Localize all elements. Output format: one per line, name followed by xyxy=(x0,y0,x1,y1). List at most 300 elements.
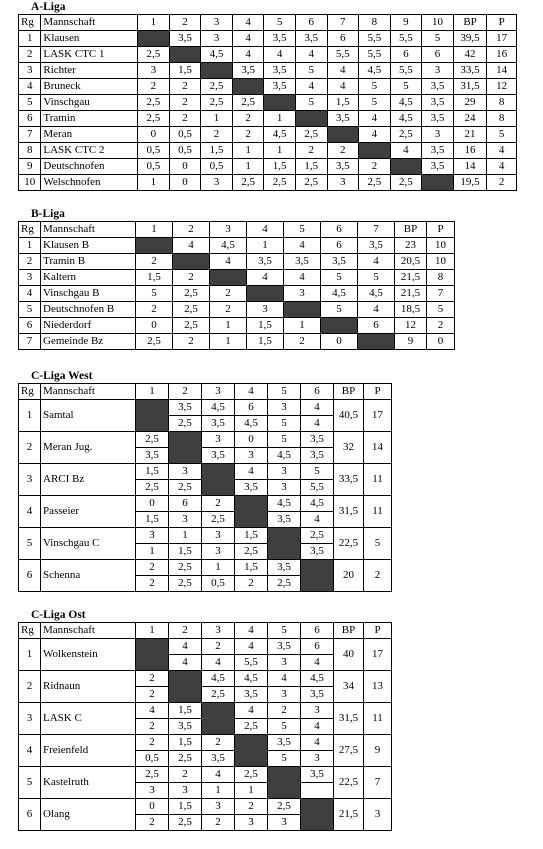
table-row xyxy=(19,496,392,512)
table-row xyxy=(19,767,392,783)
header-cell: 4 xyxy=(232,15,264,31)
points-cell: 2 xyxy=(427,318,455,334)
score-cell: 1 xyxy=(232,143,264,159)
score-cell: 2 xyxy=(136,719,169,735)
header-cell: BP xyxy=(334,384,364,400)
header-cell: Rg xyxy=(19,384,41,400)
score-cell: 4,5 xyxy=(201,47,233,63)
score-cell: 3 xyxy=(422,127,454,143)
score-cell: 4 xyxy=(295,47,327,63)
team-name-cell: Richter xyxy=(41,63,138,79)
header-cell: Rg xyxy=(19,222,41,238)
score-cell: 4 xyxy=(301,512,334,528)
blocked-cell xyxy=(169,671,202,703)
table-row xyxy=(19,703,392,719)
blocked-cell xyxy=(301,560,334,592)
score-cell: 2 xyxy=(136,576,169,592)
c-liga-west-section xyxy=(18,370,392,592)
c-liga-west-title: C-Liga West xyxy=(31,370,93,382)
score-cell: 3 xyxy=(268,655,301,671)
score-cell: 3,5 xyxy=(202,448,235,464)
score-cell: 4,5 xyxy=(390,111,422,127)
score-cell: 2 xyxy=(136,560,169,576)
rank-cell: 5 xyxy=(19,95,41,111)
rank-cell: 1 xyxy=(19,639,41,671)
table-row xyxy=(19,127,517,143)
score-cell: 4 xyxy=(235,703,268,719)
header-cell: 3 xyxy=(202,384,235,400)
bp-cell: 40 xyxy=(334,639,364,671)
score-cell: 3 xyxy=(268,687,301,703)
score-cell: 2 xyxy=(284,334,321,350)
score-cell: 4,5 xyxy=(235,671,268,687)
blocked-cell xyxy=(173,254,210,270)
bp-cell: 14 xyxy=(453,159,487,175)
table-row xyxy=(19,31,517,47)
score-cell: 5 xyxy=(295,63,327,79)
score-cell: 0 xyxy=(136,799,169,815)
score-cell: 4 xyxy=(301,719,334,735)
blocked-cell xyxy=(136,639,169,671)
bp-cell: 29 xyxy=(453,95,487,111)
score-cell: 3,5 xyxy=(301,544,334,560)
score-cell: 1 xyxy=(201,111,233,127)
score-cell xyxy=(301,783,334,799)
table-row xyxy=(19,671,392,687)
score-cell: 2 xyxy=(169,767,202,783)
blocked-cell xyxy=(390,159,422,175)
points-cell: 10 xyxy=(427,238,455,254)
score-cell: 3 xyxy=(202,799,235,815)
c-liga-ost-table xyxy=(18,622,392,831)
table-row xyxy=(19,143,517,159)
score-cell: 4,5 xyxy=(301,671,334,687)
score-cell: 2,5 xyxy=(202,687,235,703)
bp-cell: 39,5 xyxy=(453,31,487,47)
points-cell: 14 xyxy=(487,63,517,79)
score-cell: 4 xyxy=(169,639,202,655)
points-cell: 11 xyxy=(364,464,392,496)
bp-cell: 16 xyxy=(453,143,487,159)
score-cell: 2 xyxy=(202,735,235,751)
score-cell: 1,5 xyxy=(169,63,201,79)
score-cell: 6 xyxy=(301,639,334,655)
header-cell: 2 xyxy=(169,623,202,639)
header-cell: 4 xyxy=(235,384,268,400)
score-cell: 3,5 xyxy=(268,512,301,528)
score-cell: 4,5 xyxy=(301,496,334,512)
team-name-cell: Klausen xyxy=(41,31,138,47)
table-row xyxy=(19,286,455,302)
score-cell: 4,5 xyxy=(210,238,247,254)
score-cell: 3,5 xyxy=(169,400,202,416)
score-cell: 4,5 xyxy=(358,286,395,302)
score-cell: 2 xyxy=(169,95,201,111)
score-cell: 3 xyxy=(202,544,235,560)
score-cell: 3 xyxy=(268,815,301,831)
a-liga-section xyxy=(18,1,517,191)
table-row xyxy=(19,560,392,576)
rank-cell: 2 xyxy=(19,47,41,63)
score-cell: 4 xyxy=(202,767,235,783)
score-cell: 2,5 xyxy=(235,767,268,783)
score-cell: 3,5 xyxy=(358,238,395,254)
points-cell: 5 xyxy=(487,127,517,143)
bp-cell: 21 xyxy=(453,127,487,143)
header-cell: 3 xyxy=(210,222,247,238)
score-cell: 4,5 xyxy=(268,448,301,464)
score-cell: 2,5 xyxy=(232,95,264,111)
score-cell: 4,5 xyxy=(202,400,235,416)
score-cell: 3 xyxy=(235,448,268,464)
score-cell: 4 xyxy=(295,79,327,95)
score-cell: 1 xyxy=(210,318,247,334)
score-cell: 2,5 xyxy=(295,175,327,191)
bp-cell: 33,5 xyxy=(334,464,364,496)
header-cell: Mannschaft xyxy=(41,384,136,400)
a-liga-table xyxy=(18,14,517,191)
score-cell: 2,5 xyxy=(169,416,202,432)
score-cell: 2,5 xyxy=(268,799,301,815)
blocked-cell xyxy=(301,799,334,831)
table-row xyxy=(19,334,455,350)
rank-cell: 2 xyxy=(19,671,41,703)
table-row xyxy=(19,175,517,191)
score-cell: 3,5 xyxy=(268,639,301,655)
points-cell: 11 xyxy=(364,496,392,528)
rank-cell: 1 xyxy=(19,238,41,254)
header-cell: 3 xyxy=(201,15,233,31)
bp-cell: 31,5 xyxy=(453,79,487,95)
score-cell: 4 xyxy=(268,671,301,687)
score-cell: 1 xyxy=(169,528,202,544)
blocked-cell xyxy=(202,703,235,735)
score-cell: 2,5 xyxy=(201,95,233,111)
header-cell: Rg xyxy=(19,15,41,31)
rank-cell: 3 xyxy=(19,270,41,286)
points-cell: 5 xyxy=(364,528,392,560)
blocked-cell xyxy=(202,464,235,496)
header-cell: Mannschaft xyxy=(41,15,138,31)
header-cell: P xyxy=(364,384,392,400)
rank-cell: 1 xyxy=(19,31,41,47)
score-cell: 4,5 xyxy=(268,496,301,512)
bp-cell: 12 xyxy=(395,318,427,334)
score-cell: 0 xyxy=(136,318,173,334)
score-cell: 3,5 xyxy=(202,751,235,767)
header-cell: Mannschaft xyxy=(41,623,136,639)
header-row xyxy=(19,222,455,238)
blocked-cell xyxy=(327,127,359,143)
header-cell: 6 xyxy=(301,384,334,400)
blocked-cell xyxy=(268,528,301,560)
score-cell: 2 xyxy=(235,799,268,815)
rank-cell: 5 xyxy=(19,302,41,318)
score-cell: 4 xyxy=(210,254,247,270)
score-cell: 5 xyxy=(359,95,391,111)
score-cell: 1 xyxy=(138,175,170,191)
header-cell: 7 xyxy=(327,15,359,31)
score-cell: 5 xyxy=(268,751,301,767)
header-cell: 1 xyxy=(136,384,169,400)
rank-cell: 2 xyxy=(19,254,41,270)
score-cell: 5 xyxy=(268,432,301,448)
score-cell: 5 xyxy=(358,270,395,286)
score-cell: 2,5 xyxy=(359,175,391,191)
score-cell: 0 xyxy=(235,432,268,448)
score-cell: 2 xyxy=(202,496,235,512)
score-cell: 4 xyxy=(358,254,395,270)
score-cell: 3,5 xyxy=(232,63,264,79)
bp-cell: 31,5 xyxy=(334,703,364,735)
score-cell: 3 xyxy=(169,464,202,480)
score-cell: 5 xyxy=(422,31,454,47)
header-cell: 5 xyxy=(264,15,296,31)
score-cell: 1,5 xyxy=(136,464,169,480)
score-cell: 3,5 xyxy=(422,143,454,159)
rank-cell: 9 xyxy=(19,159,41,175)
team-name-cell: LASK CTC 1 xyxy=(41,47,138,63)
team-name-cell: Samtal xyxy=(41,400,136,432)
team-name-cell: Meran xyxy=(41,127,138,143)
score-cell: 4 xyxy=(264,47,296,63)
score-cell: 4 xyxy=(390,143,422,159)
score-cell: 2 xyxy=(136,735,169,751)
header-cell: 10 xyxy=(422,15,454,31)
score-cell: 0,5 xyxy=(201,159,233,175)
bp-cell: 18,5 xyxy=(395,302,427,318)
score-cell: 2,5 xyxy=(201,79,233,95)
table-row xyxy=(19,639,392,655)
score-cell: 5,5 xyxy=(390,31,422,47)
score-cell: 4,5 xyxy=(202,671,235,687)
points-cell: 8 xyxy=(487,95,517,111)
score-cell: 2,5 xyxy=(136,432,169,448)
score-cell: 1 xyxy=(235,783,268,799)
score-cell: 4 xyxy=(327,79,359,95)
score-cell: 2,5 xyxy=(136,480,169,496)
header-cell: 1 xyxy=(136,623,169,639)
score-cell: 1 xyxy=(264,143,296,159)
score-cell: 3,5 xyxy=(247,254,284,270)
score-cell: 5 xyxy=(295,95,327,111)
score-cell: 3,5 xyxy=(169,31,201,47)
score-cell: 3 xyxy=(235,815,268,831)
score-cell: 3,5 xyxy=(327,111,359,127)
score-cell: 4 xyxy=(327,63,359,79)
header-cell: 5 xyxy=(268,384,301,400)
score-cell: 5,5 xyxy=(359,47,391,63)
bp-cell: 22,5 xyxy=(334,767,364,799)
team-name-cell: Welschnofen xyxy=(41,175,138,191)
table-row xyxy=(19,63,517,79)
score-cell: 3,5 xyxy=(321,254,358,270)
header-cell: 2 xyxy=(169,15,201,31)
score-cell: 0 xyxy=(169,175,201,191)
score-cell: 3,5 xyxy=(301,432,334,448)
score-cell: 2,5 xyxy=(138,95,170,111)
team-name-cell: Tramin xyxy=(41,111,138,127)
score-cell: 5,5 xyxy=(359,31,391,47)
score-cell: 2 xyxy=(169,79,201,95)
team-name-cell: Gemeinde Bz xyxy=(41,334,136,350)
score-cell: 4 xyxy=(232,31,264,47)
points-cell: 8 xyxy=(487,111,517,127)
score-cell: 3 xyxy=(138,63,170,79)
score-cell: 3,5 xyxy=(422,79,454,95)
score-cell: 3,5 xyxy=(422,111,454,127)
score-cell: 2,5 xyxy=(268,576,301,592)
header-cell: 6 xyxy=(321,222,358,238)
team-name-cell: ARCI Bz xyxy=(41,464,136,496)
rank-cell: 6 xyxy=(19,560,41,592)
score-cell: 2,5 xyxy=(235,544,268,560)
blocked-cell xyxy=(268,767,301,799)
blocked-cell xyxy=(358,334,395,350)
score-cell: 2,5 xyxy=(235,719,268,735)
score-cell: 4 xyxy=(359,111,391,127)
score-cell: 4 xyxy=(284,270,321,286)
score-cell: 3 xyxy=(284,286,321,302)
table-row xyxy=(19,799,392,815)
score-cell: 4 xyxy=(173,238,210,254)
score-cell: 1 xyxy=(232,159,264,175)
score-cell: 1,5 xyxy=(235,528,268,544)
points-cell: 8 xyxy=(427,270,455,286)
score-cell: 2 xyxy=(327,143,359,159)
blocked-cell xyxy=(210,270,247,286)
rank-cell: 2 xyxy=(19,432,41,464)
score-cell: 1,5 xyxy=(201,143,233,159)
score-cell: 3,5 xyxy=(295,31,327,47)
score-cell: 3,5 xyxy=(202,416,235,432)
score-cell: 2 xyxy=(202,639,235,655)
score-cell: 2,5 xyxy=(173,302,210,318)
team-name-cell: Vinschgau xyxy=(41,95,138,111)
score-cell: 3,5 xyxy=(422,159,454,175)
score-cell: 2,5 xyxy=(136,767,169,783)
score-cell: 5,5 xyxy=(301,480,334,496)
score-cell: 0,5 xyxy=(202,576,235,592)
score-cell: 1,5 xyxy=(169,735,202,751)
points-cell: 13 xyxy=(364,671,392,703)
blocked-cell xyxy=(247,286,284,302)
header-cell: P xyxy=(487,15,517,31)
score-cell: 2 xyxy=(210,302,247,318)
score-cell: 2,5 xyxy=(136,334,173,350)
score-cell: 4 xyxy=(247,270,284,286)
score-cell: 1,5 xyxy=(235,560,268,576)
points-cell: 2 xyxy=(364,560,392,592)
score-cell: 3,5 xyxy=(284,254,321,270)
score-cell: 2,5 xyxy=(169,480,202,496)
score-cell: 0,5 xyxy=(138,159,170,175)
points-cell: 12 xyxy=(487,79,517,95)
points-cell: 9 xyxy=(364,735,392,767)
header-cell: 2 xyxy=(169,384,202,400)
score-cell: 6 xyxy=(321,238,358,254)
header-cell: Mannschaft xyxy=(41,222,136,238)
rank-cell: 10 xyxy=(19,175,41,191)
score-cell: 6 xyxy=(235,400,268,416)
bp-cell: 21,5 xyxy=(395,286,427,302)
blocked-cell xyxy=(284,302,321,318)
blocked-cell xyxy=(138,31,170,47)
header-cell: 7 xyxy=(358,222,395,238)
score-cell: 1 xyxy=(247,238,284,254)
rank-cell: 4 xyxy=(19,79,41,95)
rank-cell: 4 xyxy=(19,496,41,528)
score-cell: 0 xyxy=(138,127,170,143)
header-cell: BP xyxy=(395,222,427,238)
table-row xyxy=(19,270,455,286)
b-liga-table xyxy=(18,221,455,350)
score-cell: 2 xyxy=(210,286,247,302)
blocked-cell xyxy=(136,238,173,254)
score-cell: 4 xyxy=(235,639,268,655)
rank-cell: 1 xyxy=(19,400,41,432)
score-cell: 2 xyxy=(201,127,233,143)
bp-cell: 24 xyxy=(453,111,487,127)
header-cell: Rg xyxy=(19,623,41,639)
header-cell: 5 xyxy=(284,222,321,238)
team-name-cell: Kastelruth xyxy=(41,767,136,799)
rank-cell: 7 xyxy=(19,334,41,350)
score-cell: 1,5 xyxy=(295,159,327,175)
points-cell: 14 xyxy=(364,432,392,464)
score-cell: 4,5 xyxy=(390,95,422,111)
score-cell: 1,5 xyxy=(136,512,169,528)
score-cell: 2 xyxy=(169,111,201,127)
score-cell: 2 xyxy=(232,127,264,143)
team-name-cell: Deutschnofen B xyxy=(41,302,136,318)
score-cell: 5 xyxy=(359,79,391,95)
score-cell: 3,5 xyxy=(301,448,334,464)
score-cell: 5 xyxy=(268,719,301,735)
rank-cell: 7 xyxy=(19,127,41,143)
score-cell: 2,5 xyxy=(390,127,422,143)
blocked-cell xyxy=(264,95,296,111)
rank-cell: 4 xyxy=(19,735,41,767)
header-row xyxy=(19,15,517,31)
points-cell: 17 xyxy=(487,31,517,47)
bp-cell: 34 xyxy=(334,671,364,703)
team-name-cell: Tramin B xyxy=(41,254,136,270)
score-cell: 3 xyxy=(268,464,301,480)
bp-cell: 19,5 xyxy=(453,175,487,191)
team-name-cell: LASK C xyxy=(41,703,136,735)
blocked-cell xyxy=(235,496,268,528)
blocked-cell xyxy=(321,318,358,334)
header-cell: 5 xyxy=(268,623,301,639)
score-cell: 3 xyxy=(201,175,233,191)
score-cell: 3,5 xyxy=(169,719,202,735)
score-cell: 5,5 xyxy=(235,655,268,671)
score-cell: 2,5 xyxy=(169,751,202,767)
score-cell: 5 xyxy=(321,270,358,286)
points-cell: 7 xyxy=(364,767,392,799)
points-cell: 2 xyxy=(487,175,517,191)
score-cell: 3 xyxy=(202,528,235,544)
score-cell: 4 xyxy=(358,302,395,318)
score-cell: 1,5 xyxy=(169,703,202,719)
points-cell: 11 xyxy=(364,703,392,735)
header-row xyxy=(19,623,392,639)
score-cell: 1,5 xyxy=(247,318,284,334)
team-name-cell: Wolkenstein xyxy=(41,639,136,671)
header-cell: P xyxy=(364,623,392,639)
points-cell: 5 xyxy=(427,302,455,318)
